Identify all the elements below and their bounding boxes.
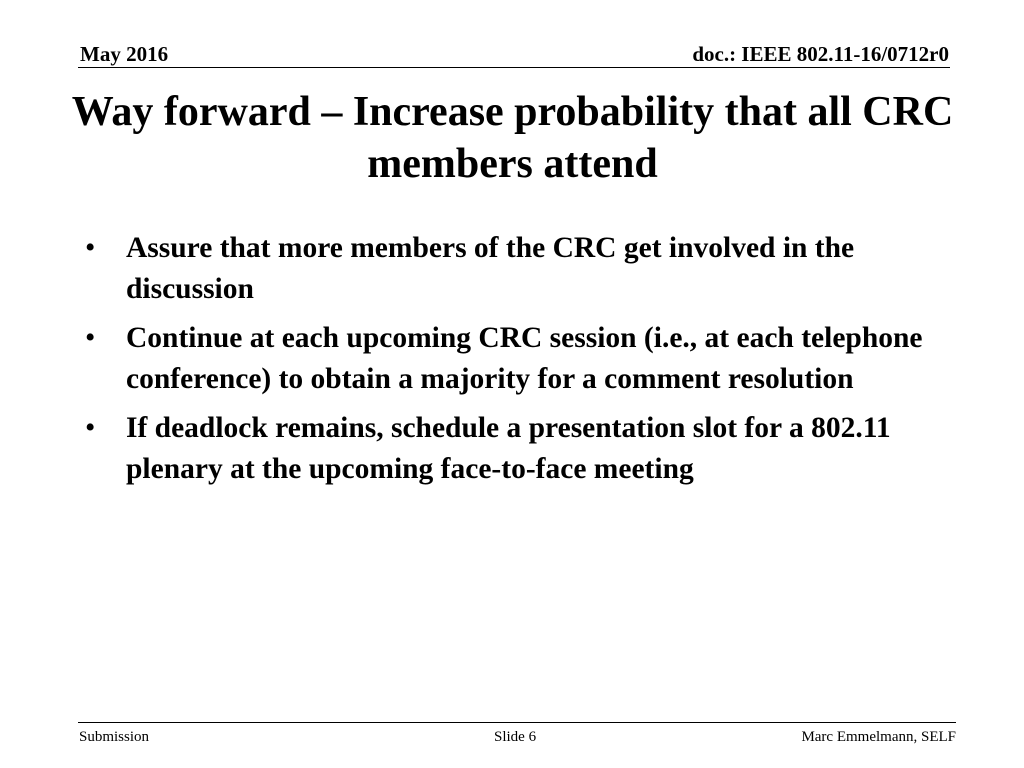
- header-doc-id: doc.: IEEE 802.11-16/0712r0: [692, 42, 949, 66]
- header-date: May 2016: [80, 42, 169, 66]
- footer-author: Marc Emmelmann, SELF: [801, 729, 956, 745]
- footer-divider: [78, 722, 956, 723]
- footer-slide-number: Slide 6: [494, 729, 537, 745]
- bullet-text: Assure that more members of the CRC get involved in the discussion: [126, 232, 855, 305]
- bullet-item: [85, 228, 935, 309]
- bullet-marker: •: [85, 322, 96, 354]
- bullet-marker: •: [85, 412, 96, 444]
- bullet-text: If deadlock remains, schedule a presentation slot for a 802.11 plenary at the upcoming face-to-face meeting: [126, 412, 891, 485]
- bullet-item: [85, 408, 935, 489]
- slide-title: Way forward – Increase probability that all CRC members attend: [71, 89, 954, 187]
- bullet-item: [85, 318, 935, 399]
- bullet-text: Continue at each upcoming CRC session (i.e., at each telephone conference) to obtain a majority for a comment resolution: [126, 322, 923, 395]
- bullet-marker: •: [85, 232, 96, 264]
- footer-submission: Submission: [79, 729, 150, 745]
- header-divider: [78, 67, 950, 68]
- bullet-list: [85, 228, 935, 498]
